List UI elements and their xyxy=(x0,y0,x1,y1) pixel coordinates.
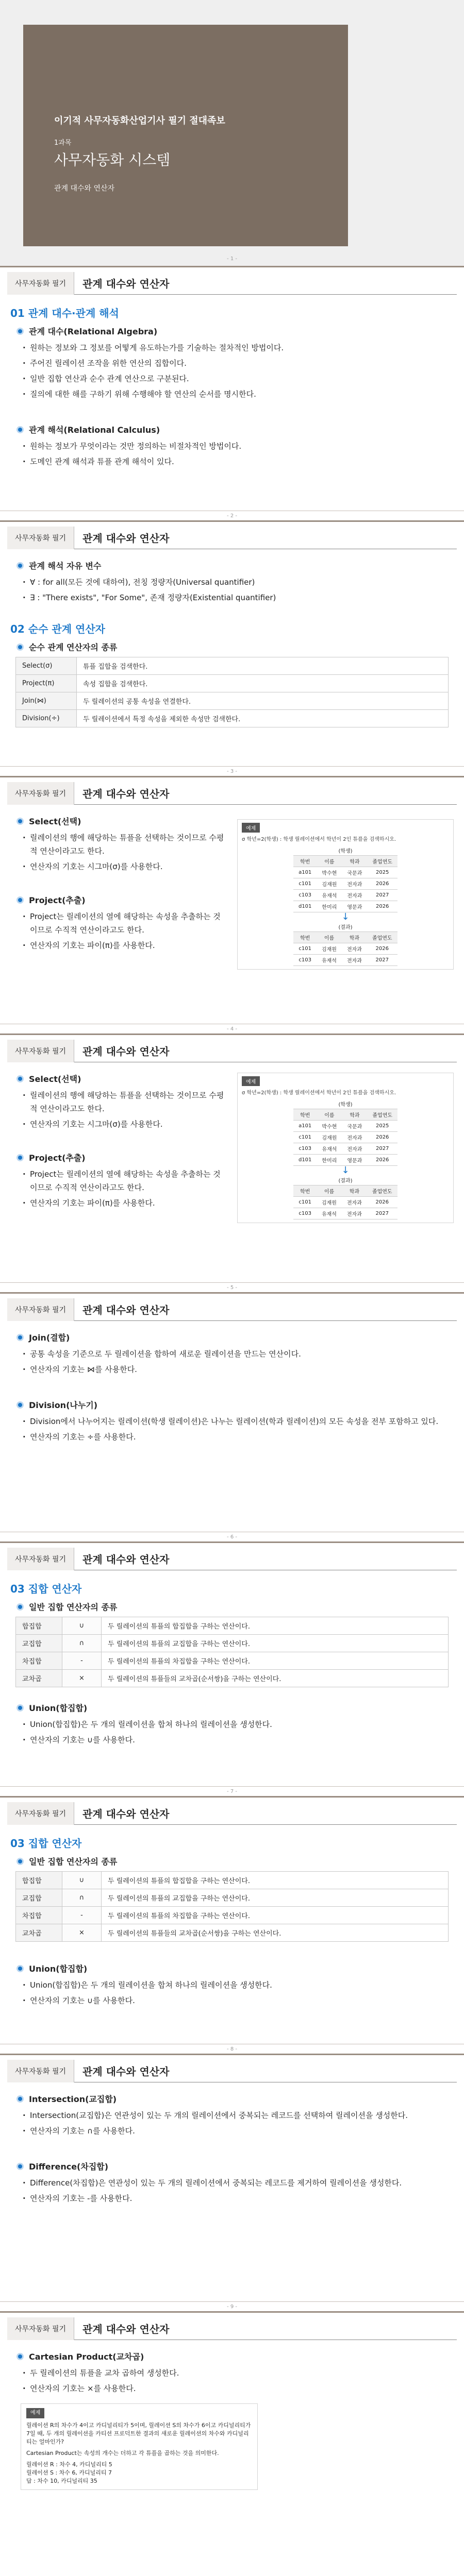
table-row: c103 유재석 전자과 2027 xyxy=(293,1208,397,1219)
cover-chapter: 1과목 xyxy=(54,139,72,147)
table-row: 교차곱 × 두 릴레이션의 튜플들의 교차곱(순서쌍)을 구하는 연산이다. xyxy=(16,1924,449,1942)
cover-topic: 관계 대수와 연산자 xyxy=(54,184,115,193)
arrow-down-icon: ↓ xyxy=(341,911,350,922)
slide-header xyxy=(7,527,457,549)
header-category: 사무자동화 필기 xyxy=(7,2317,74,2340)
section-title: 03 집합 연산자 xyxy=(10,1583,82,1595)
list-item: · 연산자의 기호는 시그마(σ)를 사용한다. xyxy=(23,860,227,873)
table-row: a101 박수현 국문과 2025 xyxy=(293,867,397,878)
table-row: c101 김재원 전자과 2026 xyxy=(293,878,397,890)
bullet-circle-icon xyxy=(16,1965,24,1972)
list-item: · 연산자의 기호는 ∩를 사용한다. xyxy=(23,2124,454,2138)
cover-subject: 사무자동화 시스템 xyxy=(54,151,171,168)
list-item: · 일반 집합 연산과 순수 관계 연산으로 구분된다. xyxy=(23,372,454,385)
list-item: · 연산자의 기호는 ÷를 사용한다. xyxy=(23,1430,454,1444)
bullet-circle-icon xyxy=(16,1858,24,1865)
section-title: 02 순수 관계 연산자 xyxy=(10,623,105,635)
page-number: - 4 - xyxy=(227,1026,237,1032)
subheading: Union(합집합) xyxy=(16,1962,454,1974)
subheading: Intersection(교집합) xyxy=(16,2093,454,2105)
page-number: - 9 - xyxy=(227,2304,237,2310)
section-title: 03 집합 연산자 xyxy=(10,1837,82,1850)
subheading: Select(선택) xyxy=(16,815,227,827)
slide-relational-algebra xyxy=(0,266,464,520)
operator-table xyxy=(15,657,449,727)
slide-select-project-repeat xyxy=(0,1033,464,1292)
header-category: 사무자동화 필기 xyxy=(7,1298,74,1321)
table-row: 교집합 ∩ 두 릴레이션의 튜플의 교집합을 구하는 연산이다. xyxy=(16,1635,449,1652)
bullet-list xyxy=(23,2176,454,2205)
list-item: · 연산자의 기호는 ∪를 사용한다. xyxy=(23,1994,454,2007)
header-category: 사무자동화 필기 xyxy=(7,272,74,295)
bullet-circle-icon xyxy=(16,643,24,651)
slide-header xyxy=(7,782,457,805)
bullet-list xyxy=(23,910,227,952)
header-category: 사무자동화 필기 xyxy=(7,782,74,805)
bullet-circle-icon xyxy=(16,1075,24,1082)
table-row: 합집합 ∪ 두 릴레이션의 튜플의 합집합을 구하는 연산이다. xyxy=(16,1617,449,1635)
header-title: 관계 대수와 연산자 xyxy=(82,2323,170,2335)
list-item: · 릴레이션의 행에 해당하는 튜플을 선택하는 것이므로 수평적 연산이라고도 한다. xyxy=(23,1089,227,1115)
table-row: c101 김재원 전자과 2026 xyxy=(293,1132,397,1143)
table-row: 합집합 ∪ 두 릴레이션의 튜플의 합집합을 구하는 연산이다. xyxy=(16,1872,449,1889)
page-number: - 5 - xyxy=(227,1285,237,1291)
student-table: 학번 이름 학과 졸업연도 a101 박수현 국문과 2025 c101 김재원 전자과 2026 c103 유재석 전자과 2027 d101 한미리 영문과 2026 xyxy=(293,855,397,912)
header-title: 관계 대수와 연산자 xyxy=(82,2065,170,2078)
slide-select-project xyxy=(0,776,464,1033)
slide-header xyxy=(7,1802,457,1825)
example-tag: 예제 xyxy=(242,823,260,833)
header-title: 관계 대수와 연산자 xyxy=(82,1304,170,1316)
slide-header xyxy=(7,2060,457,2082)
bullet-circle-icon xyxy=(16,2095,24,2103)
list-item: · 원하는 정보가 무엇이라는 것만 정의하는 비절차적인 방법이다. xyxy=(23,439,454,453)
subheading: 일반 집합 연산자의 종류 xyxy=(16,1601,454,1613)
bullet-circle-icon xyxy=(16,2353,24,2360)
list-item: · Division에서 나누어지는 릴레이션(학생 릴레이션)은 나누는 릴레이션(학과 릴레이션)의 모든 속성을 전부 포함하고 있다. xyxy=(23,1415,454,1428)
subheading: Union(합집합) xyxy=(16,1702,454,1714)
example-tag: 예제 xyxy=(26,2408,44,2418)
header-title: 관계 대수와 연산자 xyxy=(82,1045,170,1058)
slide-header xyxy=(7,272,457,295)
subheading: Join(결합) xyxy=(16,1331,454,1343)
bullet-list xyxy=(23,831,227,873)
arrow-down-icon: ↓ xyxy=(341,1165,350,1176)
slide-join-division xyxy=(0,1292,464,1541)
list-item: · 두 릴레이션의 튜플을 교차 곱하여 생성한다. xyxy=(23,2366,454,2380)
list-item: · 연산자의 기호는 파이(π)를 사용한다. xyxy=(23,1196,227,1210)
page-number: - 1 - xyxy=(227,256,237,262)
example-box: 예제 σ 학년=2(학생) : 학생 릴레이션에서 학년이 2인 튜플을 검색하시오. (학생) 학번 이름 학과 졸업연도 a101 박수현 국문과 2025 c101 김재원 전자과 2026 c103 유재석 전자과 2027 d101 한미리 영문과 2026 ↓ (결과) 학번 이름 학과 졸업연도 c101 김재원 전자과 2026 c103 유재석 전자과 2027 xyxy=(237,819,454,970)
list-item: · Union(합집합)은 두 개의 릴레이션을 합쳐 하나의 릴레이션을 생성한다. xyxy=(23,1718,454,1731)
list-item: · 공통 속성을 기준으로 두 릴레이션을 합하여 새로운 릴레이션을 만드는 연산이다. xyxy=(23,1347,454,1361)
bullet-circle-icon xyxy=(16,1154,24,1161)
header-category: 사무자동화 필기 xyxy=(7,1548,74,1570)
slide-pure-relational-operators xyxy=(0,520,464,776)
header-title: 관계 대수와 연산자 xyxy=(82,532,170,545)
header-category: 사무자동화 필기 xyxy=(7,1040,74,1062)
table-row: Division(÷) 두 릴레이션에서 특정 속성을 제외한 속성만 검색한다. xyxy=(16,710,449,727)
cover-title: 이기적 사무자동화산업기사 필기 절대족보 xyxy=(54,115,225,126)
set-operator-table xyxy=(15,1617,449,1687)
example-tag: 예제 xyxy=(242,1076,260,1086)
bullet-list xyxy=(23,1718,454,1747)
list-item: · 연산자의 기호는 시그마(σ)를 사용한다. xyxy=(23,1117,227,1131)
header-title: 관계 대수와 연산자 xyxy=(82,278,170,290)
note-line: 릴레이션 S : 차수 6, 카디널리티 7 xyxy=(26,2469,112,2476)
bullet-circle-icon xyxy=(16,1334,24,1341)
table-row: d101 한미리 영문과 2026 xyxy=(293,1155,397,1166)
slide-header xyxy=(7,1298,457,1321)
list-item: · 연산자의 기호는 ∪를 사용한다. xyxy=(23,1733,454,1747)
subheading: Difference(차집합) xyxy=(16,2160,454,2172)
table-row: 차집합 - 두 릴레이션의 튜플의 차집합을 구하는 연산이다. xyxy=(16,1907,449,1924)
subheading: Select(선택) xyxy=(16,1073,227,1084)
bullet-list xyxy=(23,1978,454,2007)
list-item: · 질의에 대한 해를 구하기 위해 수행해야 할 연산의 순서를 명시한다. xyxy=(23,387,454,401)
bullet-circle-icon xyxy=(16,1603,24,1611)
list-item: · Union(합집합)은 두 개의 릴레이션을 합쳐 하나의 릴레이션을 생성한다. xyxy=(23,1978,454,1992)
slide-set-operators xyxy=(0,1541,464,1796)
list-item: · 연산자의 기호는 ×를 사용한다. xyxy=(23,2382,454,2395)
list-item: · ∃ : "There exists", "For Some", 존재 정량자(Existential quantifier) xyxy=(23,591,454,604)
bullet-circle-icon xyxy=(16,328,24,335)
table-row: 차집합 - 두 릴레이션의 튜플의 차집합을 구하는 연산이다. xyxy=(16,1652,449,1670)
slide-intersection-difference xyxy=(0,2054,464,2311)
header-title: 관계 대수와 연산자 xyxy=(82,1808,170,1820)
example-box: 예제 σ 학년=2(학생) : 학생 릴레이션에서 학년이 2인 튜플을 검색하시오. (학생) 학번 이름 학과 졸업연도 a101 박수현 국문과 2025 c101 김재원 전자과 2026 c103 유재석 전자과 2027 d101 한미리 영문과 2026 ↓ (결과) 학번 이름 학과 졸업연도 c101 김재원 전자과 2026 c103 유재석 전자과 2027 xyxy=(237,1073,454,1223)
table-row: c103 유재석 전자과 2027 xyxy=(293,955,397,966)
bullet-list xyxy=(23,2366,454,2395)
bullet-list xyxy=(23,1167,227,1210)
header-category: 사무자동화 필기 xyxy=(7,527,74,549)
note-line: Cartesian Product는 속성의 개수는 더하고 각 튜플을 곱하는 것을 의미한다. xyxy=(26,2450,219,2456)
slide-header xyxy=(7,2317,457,2340)
list-item: · 연산자의 기호는 -를 사용한다. xyxy=(23,2192,454,2205)
subheading: Project(추출) xyxy=(16,1151,227,1163)
bullet-circle-icon xyxy=(16,562,24,569)
table-row: 교차곱 × 두 릴레이션의 튜플들의 교차곱(순서쌍)을 구하는 연산이다. xyxy=(16,1670,449,1687)
table-row: 교집합 ∩ 두 릴레이션의 튜플의 교집합을 구하는 연산이다. xyxy=(16,1889,449,1907)
page-number: - 7 - xyxy=(227,1789,237,1794)
bullet-list xyxy=(23,341,454,401)
section-title: 01 관계 대수·관계 해석 xyxy=(10,307,119,319)
cover-box xyxy=(23,25,348,246)
slide-cartesian-product xyxy=(0,2311,464,2576)
header-title: 관계 대수와 연산자 xyxy=(82,788,170,800)
subheading: 일반 집합 연산자의 종류 xyxy=(16,1855,454,1867)
page-number: - 8 - xyxy=(227,2046,237,2052)
table-row: c101 김재원 전자과 2026 xyxy=(293,943,397,955)
header-title: 관계 대수와 연산자 xyxy=(82,1553,170,1566)
bullet-list xyxy=(23,575,454,604)
cover-page xyxy=(0,0,464,266)
list-item: · ∀ : for all(모든 것에 대하여), 전칭 정량자(Universal quantifier) xyxy=(23,575,454,589)
table-row: d101 한미리 영문과 2026 xyxy=(293,901,397,912)
list-item: · Intersection(교집합)은 연관성이 있는 두 개의 릴레이션에서 중복되는 레코드를 선택하여 릴레이션을 생성한다. xyxy=(23,2109,454,2122)
example-description: σ 학년=2(학생) : 학생 릴레이션에서 학년이 2인 튜플을 검색하시오. xyxy=(242,1090,396,1096)
header-category: 사무자동화 필기 xyxy=(7,1802,74,1825)
list-item: · 원하는 정보와 그 정보를 어떻게 유도하는가를 기술하는 절차적인 방법이다. xyxy=(23,341,454,354)
bullet-list xyxy=(23,1347,454,1376)
subheading: Division(나누기) xyxy=(16,1399,454,1411)
bullet-circle-icon xyxy=(16,1704,24,1711)
bullet-list xyxy=(23,1089,227,1131)
slide-header xyxy=(7,1548,457,1570)
note-line: 릴레이션 R : 차수 4, 카디널리티 5 xyxy=(26,2461,112,2468)
page-number: - 3 - xyxy=(227,769,237,774)
bullet-circle-icon xyxy=(16,818,24,825)
set-operator-table xyxy=(15,1871,449,1942)
list-item: · 주어진 릴레이션 조작을 위한 연산의 집합이다. xyxy=(23,357,454,370)
subheading: 관계 대수(Relational Algebra) xyxy=(16,325,454,337)
bullet-list xyxy=(23,439,454,468)
table-row: Project(π) 속성 집합을 검색한다. xyxy=(16,675,449,692)
slide-set-operators-repeat xyxy=(0,1796,464,2054)
subheading: Project(추출) xyxy=(16,894,227,906)
subheading: 관계 해석 자유 변수 xyxy=(16,560,454,571)
note-line: 릴레이션 R의 차수가 4이고 카디널리티가 5이며, 릴레이션 S의 차수가 6이고 카디널리티가 7일 때, 두 개의 릴레이션을 카티션 프로덕트한 결과의 새로운 릴레이션의 차수와 카디널리티는 얼마인가? xyxy=(26,2422,251,2445)
subheading: 관계 해석(Relational Calculus) xyxy=(16,423,454,435)
bullet-list xyxy=(23,2109,454,2138)
table-row: Select(σ) 튜플 집합을 검색한다. xyxy=(16,657,449,675)
bullet-circle-icon xyxy=(16,1401,24,1409)
table-row: c103 유재석 전자과 2027 xyxy=(293,1143,397,1155)
bullet-list xyxy=(23,1415,454,1444)
table-row: a101 박수현 국문과 2025 xyxy=(293,1121,397,1132)
result-table: 학번 이름 학과 졸업연도 c101 김재원 전자과 2026 c103 유재석 전자과 2027 xyxy=(293,931,397,966)
bullet-circle-icon xyxy=(16,426,24,433)
list-item: · 도메인 관계 해석과 튜플 관계 해석이 있다. xyxy=(23,455,454,468)
example-note xyxy=(21,2403,258,2490)
table-row: Join(⋈) 두 릴레이션의 공통 속성을 연결한다. xyxy=(16,692,449,710)
list-item: · 연산자의 기호는 파이(π)를 사용한다. xyxy=(23,939,227,952)
list-item: · Difference(차집합)은 연관성이 있는 두 개의 릴레이션에서 중복되는 레코드를 제거하여 릴레이션을 생성한다. xyxy=(23,2176,454,2190)
list-item: · 연산자의 기호는 ⋈를 사용한다. xyxy=(23,1363,454,1376)
table-row: c101 김재원 전자과 2026 xyxy=(293,1197,397,1208)
bullet-circle-icon xyxy=(16,2163,24,2170)
page-number: - 6 - xyxy=(227,1534,237,1540)
note-line: 답 : 차수 10, 카디널리티 35 xyxy=(26,2478,97,2484)
slide-header xyxy=(7,1040,457,1062)
page-number: - 2 - xyxy=(227,513,237,519)
header-category: 사무자동화 필기 xyxy=(7,2060,74,2082)
subheading: 순수 관계 연산자의 종류 xyxy=(16,641,454,653)
student-table: 학번 이름 학과 졸업연도 a101 박수현 국문과 2025 c101 김재원 전자과 2026 c103 유재석 전자과 2027 d101 한미리 영문과 2026 xyxy=(293,1109,397,1166)
list-item: · 릴레이션의 행에 해당하는 튜플을 선택하는 것이므로 수평적 연산이라고도 한다. xyxy=(23,831,227,858)
bullet-circle-icon xyxy=(16,896,24,904)
subheading: Cartesian Product(교차곱) xyxy=(16,2350,454,2362)
list-item: · Project는 릴레이션의 열에 해당하는 속성을 추출하는 것이므로 수직적 연산이라고도 한다. xyxy=(23,910,227,937)
example-description: σ 학년=2(학생) : 학생 릴레이션에서 학년이 2인 튜플을 검색하시오. xyxy=(242,837,396,842)
result-table: 학번 이름 학과 졸업연도 c101 김재원 전자과 2026 c103 유재석 전자과 2027 xyxy=(293,1185,397,1219)
table-row: c103 유재석 전자과 2027 xyxy=(293,890,397,901)
list-item: · Project는 릴레이션의 열에 해당하는 속성을 추출하는 것이므로 수직적 연산이라고도 한다. xyxy=(23,1167,227,1194)
